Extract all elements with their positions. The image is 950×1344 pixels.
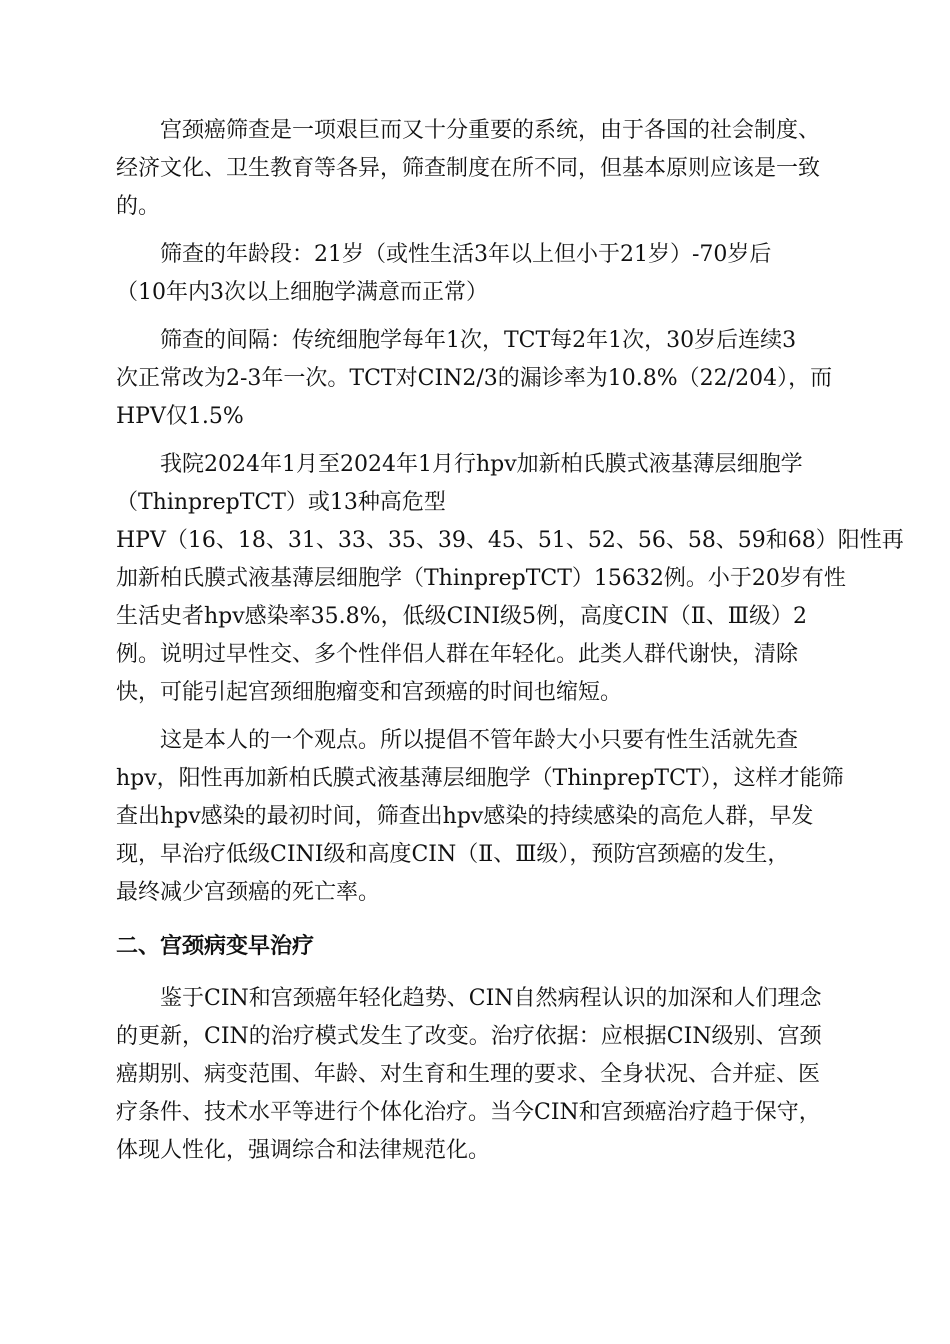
- text-line: HPV（16、18、31、33、35、39、45、51、52、56、58、59和68）阳性再: [116, 528, 904, 553]
- text-line: （ThinprepTCT）或13种高危型: [116, 490, 446, 515]
- text-line: 加新柏氏膜式液基薄层细胞学（ThinprepTCT）15632例。小于20岁有性: [116, 566, 846, 591]
- text-line: 筛查的间隔：传统细胞学每年1次，TCT每2年1次，30岁后连续3: [160, 328, 797, 353]
- paragraph-screening-intro: [116, 112, 834, 226]
- text-line: 癌期别、病变范围、年龄、对生育和生理的要求、全身状况、合并症、医: [116, 1062, 821, 1087]
- paragraph-author-view: [116, 722, 844, 912]
- text-line: 宫颈癌筛查是一项艰巨而又十分重要的系统，由于各国的社会制度、: [160, 118, 821, 143]
- text-line: 的更新，CIN的治疗模式发生了改变。治疗依据：应根据CIN级别、宫颈: [116, 1024, 822, 1049]
- text-line: 这是本人的一个观点。所以提倡不管年龄大小只要有性生活就先查: [160, 728, 799, 753]
- text-line: 鉴于CIN和宫颈癌年轻化趋势、CIN自然病程认识的加深和人们理念: [160, 986, 822, 1011]
- text-line: 生活史者hpv感染率35.8%，低级CINⅠ级5例，高度CIN（Ⅱ、Ⅲ级）2: [116, 604, 807, 629]
- text-line: 疗条件、技术水平等进行个体化治疗。当今CIN和宫颈癌治疗趋于保守，: [116, 1100, 821, 1125]
- paragraph-screening-age: [116, 236, 834, 312]
- text-line: 的。: [116, 194, 161, 219]
- text-line: 最终减少宫颈癌的死亡率。: [116, 880, 381, 905]
- text-line: 我院2024年1月至2024年1月行hpv加新柏氏膜式液基薄层细胞学: [160, 452, 803, 477]
- document-page: [116, 112, 904, 1180]
- text-line: 例。说明过早性交、多个性伴侣人群在年轻化。此类人群代谢快，清除: [116, 642, 799, 667]
- text-line: HPV仅1.5%: [116, 404, 244, 429]
- text-line: 体现人性化，强调综合和法律规范化。: [116, 1138, 491, 1163]
- text-line: 筛查的年龄段：21岁（或性生活3年以上但小于21岁）-70岁后: [160, 242, 772, 267]
- text-line: 查出hpv感染的最初时间，筛查出hpv感染的持续感染的高危人群，早发: [116, 804, 814, 829]
- paragraph-hospital-data: [116, 446, 904, 712]
- text-line: 现，早治疗低级CINⅠ级和高度CIN（Ⅱ、Ⅲ级），预防宫颈癌的发生，: [116, 842, 790, 867]
- section-heading: 二、宫颈病变早治疗: [116, 934, 315, 959]
- paragraph-treatment: [116, 980, 834, 1170]
- text-line: hpv，阳性再加新柏氏膜式液基薄层细胞学（ThinprepTCT），这样才能筛: [116, 766, 844, 791]
- text-line: （10年内3次以上细胞学满意而正常）: [116, 280, 488, 305]
- paragraph-screening-interval: [116, 322, 834, 436]
- text-line: 经济文化、卫生教育等各异，筛查制度在所不同，但基本原则应该是一致: [116, 156, 821, 181]
- text-line: 次正常改为2-3年一次。TCT对CIN2/3的漏诊率为10.8%（22/204），而: [116, 366, 833, 391]
- text-line: 快，可能引起宫颈细胞瘤变和宫颈癌的时间也缩短。: [116, 680, 623, 705]
